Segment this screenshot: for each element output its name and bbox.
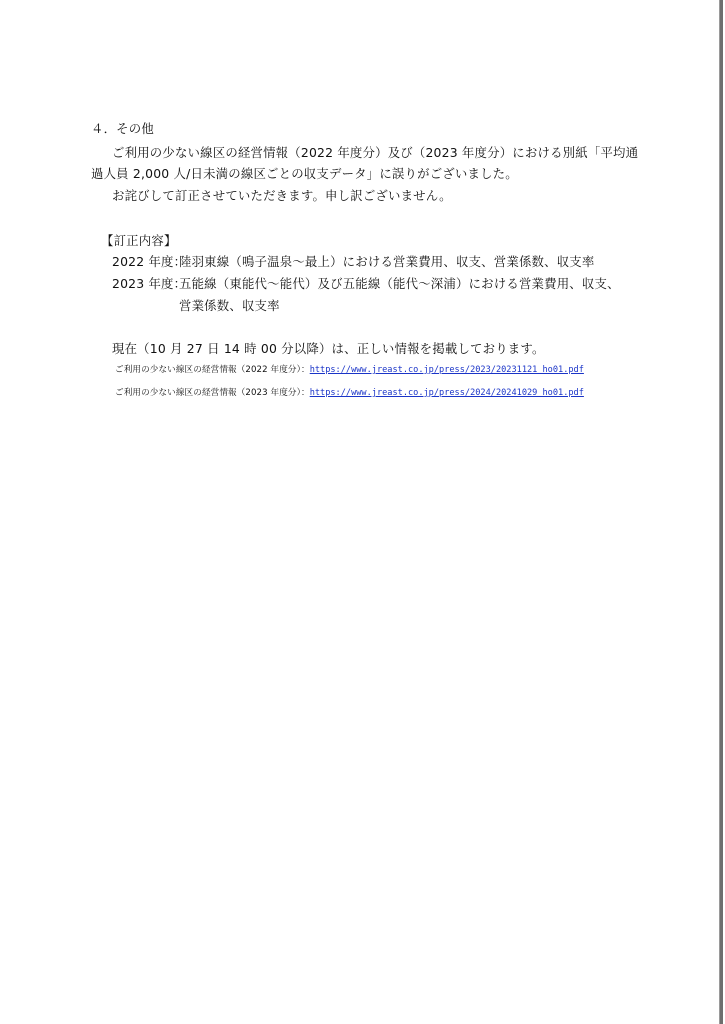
- correction-item-2022-text: 陸羽東線（鳴子温泉～最上）における営業費用、収支、営業係数、収支率: [179, 254, 595, 269]
- paragraph-1-line-2: 過人員 2,000 人/日未満の線区ごとの収支データ」に誤りがございました。: [91, 166, 518, 181]
- correction-item-2023: [112, 276, 620, 292]
- link-2022-pdf[interactable]: https://www.jreast.co.jp/press/2023/20231121_ho01.pdf: [309, 365, 584, 375]
- correction-item-2023-text-line-2: 営業係数、収支率: [179, 298, 280, 313]
- correction-item-2023-text-line-1: 五能線（東能代～能代）及び五能線（能代～深浦）における営業費用、収支、: [179, 276, 620, 291]
- paragraph-1-line-1: ご利用の少ない線区の経営情報（2022 年度分）及び（2023 年度分）における別紙「平均通: [112, 145, 639, 160]
- link-2023-pdf[interactable]: https://www.jreast.co.jp/press/2024/20241029_ho01.pdf: [309, 388, 584, 398]
- link-row-2023: [115, 387, 584, 399]
- correction-item-2023-year: 2023 年度：: [112, 276, 187, 291]
- correction-item-2022: [112, 254, 595, 270]
- current-info-text: 現在（10 月 27 日 14 時 00 分以降）は、正しい情報を掲載しております。: [112, 341, 545, 356]
- section-heading: ４．その他: [91, 121, 154, 136]
- link-row-2023-label: ご利用の少ない線区の経営情報（2023 年度分）：: [115, 388, 310, 398]
- paragraph-2: お詫びして訂正させていただきます。申し訳ございません。: [112, 188, 452, 203]
- correction-title: 【訂正内容】: [101, 233, 177, 248]
- correction-item-2022-year: 2022 年度：: [112, 254, 187, 269]
- link-row-2022: [115, 364, 584, 376]
- link-row-2022-label: ご利用の少ない線区の経営情報（2022 年度分）：: [115, 365, 310, 375]
